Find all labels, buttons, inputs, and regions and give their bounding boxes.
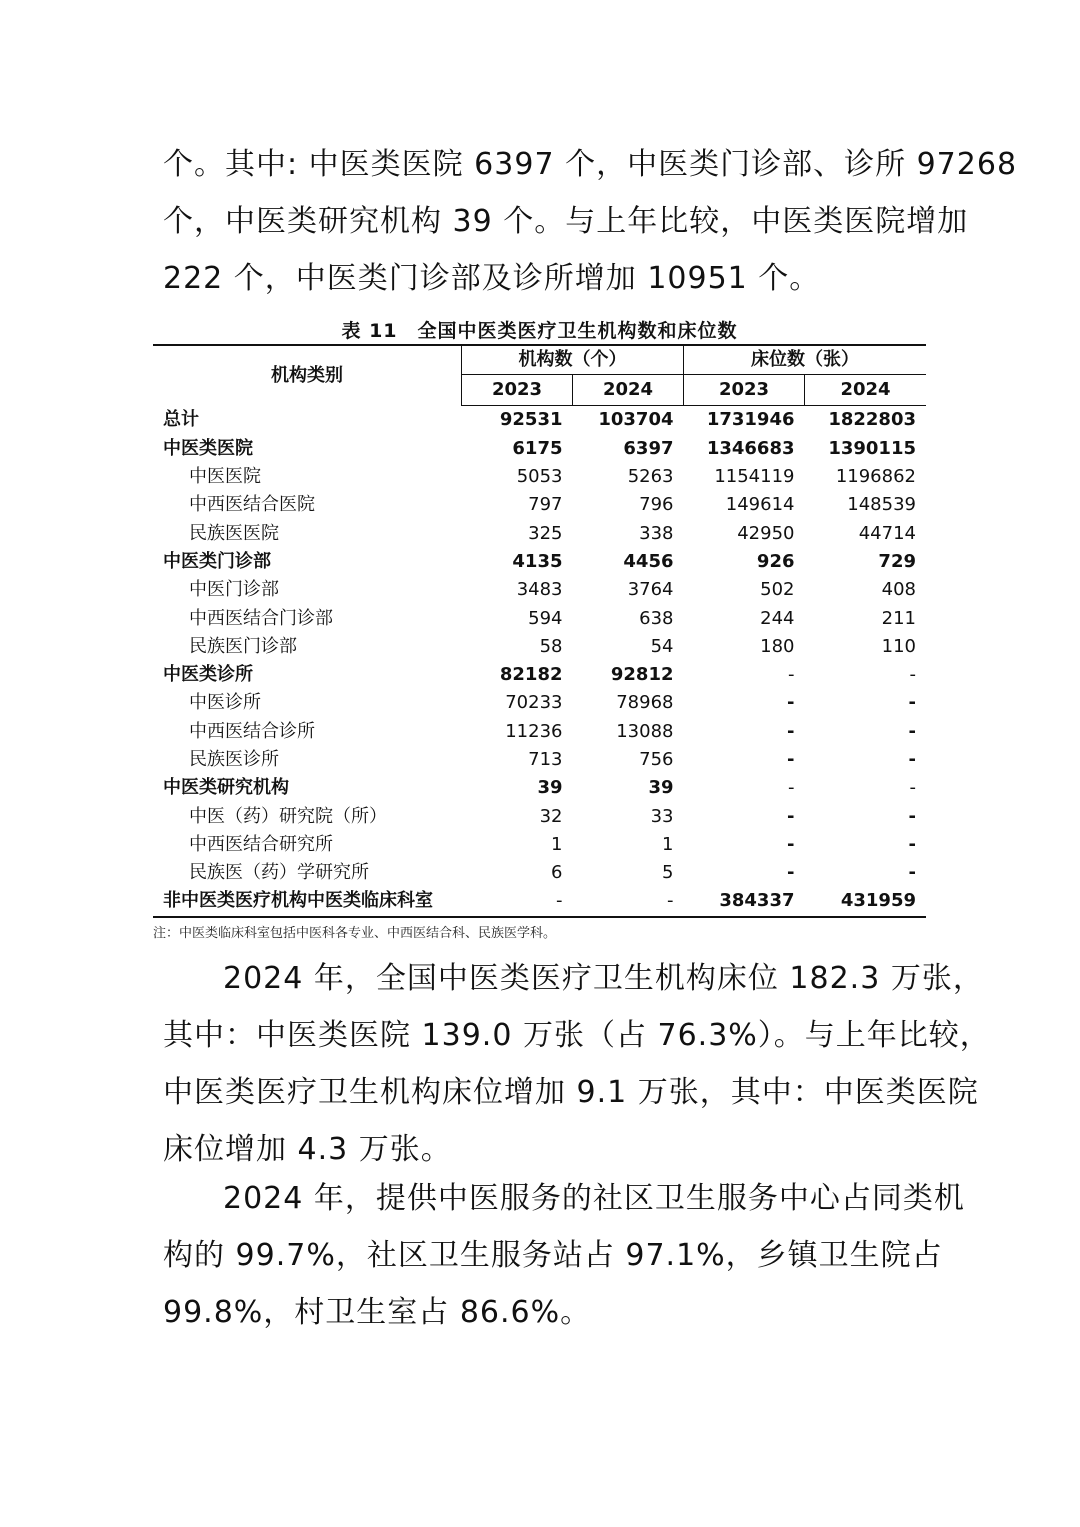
- cell-value: 713: [528, 749, 563, 770]
- cell-value: 1822803: [828, 409, 916, 431]
- cell-value: -: [909, 777, 916, 799]
- row-label: 中西医结合研究所: [189, 833, 333, 855]
- cell-value: 1196862: [835, 466, 916, 488]
- cell-value: -: [462, 887, 573, 916]
- cell-value: 39: [648, 777, 674, 799]
- table-row: [153, 519, 926, 547]
- cell-value: 638: [639, 607, 674, 629]
- row-label: 民族医诊所: [189, 749, 279, 770]
- table-note: 注：中医类临床科室包括中医科各专业、中西医结合科、民族医学科。: [153, 926, 557, 941]
- services-line-2: 构的 99.7%，社区卫生服务站占 97.1%，乡镇卫生院占: [163, 1238, 943, 1273]
- cell-value: 797: [528, 494, 563, 516]
- cell-value: 92531: [499, 409, 563, 431]
- row-label: 民族医（药）学研究所: [189, 862, 369, 884]
- cell-value: 78968: [616, 692, 674, 714]
- cell-value: -: [787, 749, 795, 770]
- cell-value: 408: [881, 579, 916, 601]
- row-label: 民族医门诊部: [189, 635, 297, 657]
- row-label: 中医医院: [189, 466, 261, 488]
- table-row: [153, 661, 926, 689]
- cell-value: -: [573, 887, 684, 916]
- beds-line-4: 床位增加 4.3 万张。: [163, 1132, 452, 1167]
- cell-value: 11236: [505, 720, 563, 742]
- cell-value: 431959: [805, 887, 927, 916]
- intro-line-2: 个，中医类研究机构 39 个。与上年比较，中医类医院增加: [163, 204, 969, 239]
- column-group-beds: 床位数（张）: [684, 345, 927, 375]
- row-label: 中医类研究机构: [163, 777, 289, 799]
- cell-value: 1: [551, 833, 563, 855]
- beds-paragraph: [163, 950, 991, 1178]
- cell-value: 180: [760, 635, 795, 657]
- cell-value: 58: [539, 635, 563, 657]
- row-label: 中医诊所: [189, 692, 261, 714]
- cell-value: 1731946: [706, 409, 795, 431]
- table-row: [153, 548, 926, 576]
- institutions-beds-table: [153, 344, 926, 918]
- cell-value: 82182: [499, 664, 563, 686]
- cell-value: 39: [537, 777, 563, 799]
- intro-line-1: 个。其中: 中医类医院 6397 个，中医类门诊部、诊所 97268: [163, 147, 1018, 182]
- cell-value: 729: [878, 550, 916, 572]
- cell-value: 149614: [725, 494, 795, 516]
- cell-value: 6: [551, 862, 563, 884]
- cell-value: 211: [881, 607, 916, 629]
- cell-value: 926: [756, 550, 795, 572]
- cell-value: -: [787, 692, 795, 714]
- cell-value: 148539: [847, 494, 916, 516]
- cell-value: 384337: [684, 887, 805, 916]
- intro-line-3: 222 个，中医类门诊部及诊所增加 10951 个。: [163, 261, 821, 296]
- cell-value: -: [908, 720, 916, 742]
- cell-value: 44714: [858, 522, 916, 544]
- cell-value: -: [787, 805, 795, 827]
- table-row: [153, 859, 926, 887]
- column-header-year: 2024: [573, 375, 684, 406]
- row-label: 民族医医院: [189, 522, 279, 544]
- cell-value: 110: [881, 635, 916, 657]
- cell-value: -: [908, 692, 916, 714]
- cell-value: 4135: [512, 550, 563, 572]
- services-paragraph: [163, 1170, 965, 1341]
- row-label: 非中医类医疗机构中医类临床科室: [153, 887, 462, 916]
- cell-value: -: [908, 749, 916, 770]
- intro-paragraph: [163, 136, 1018, 307]
- table-row: [153, 802, 926, 830]
- cell-value: 244: [760, 607, 795, 629]
- cell-value: 756: [639, 749, 674, 770]
- cell-value: 6397: [623, 437, 674, 459]
- column-header-category: 机构类别: [153, 345, 462, 406]
- table-title: 表 11 全国中医类医疗卫生机构数和床位数: [341, 320, 738, 342]
- table-row: [153, 887, 926, 916]
- cell-value: 1390115: [828, 437, 916, 459]
- cell-value: -: [787, 833, 795, 855]
- table-row: [153, 831, 926, 859]
- cell-value: 42950: [737, 522, 795, 544]
- table-row: [153, 463, 926, 491]
- table-row: [153, 491, 926, 519]
- services-line-1: 2024 年，提供中医服务的社区卫生服务中心占同类机: [223, 1181, 965, 1216]
- cell-value: 3483: [516, 579, 563, 601]
- column-header-year: 2023: [684, 375, 805, 406]
- column-header-year: 2024: [805, 375, 927, 406]
- cell-value: 1154119: [714, 466, 795, 488]
- cell-value: 796: [639, 494, 674, 516]
- table-row: [153, 435, 926, 463]
- cell-value: 103704: [598, 409, 674, 431]
- table-row: [153, 576, 926, 604]
- cell-value: -: [908, 805, 916, 827]
- row-label: 总计: [163, 409, 199, 431]
- cell-value: 594: [528, 607, 563, 629]
- beds-line-2: 其中：中医类医院 139.0 万张（占 76.3%）。与上年比较，: [163, 1018, 991, 1053]
- cell-value: 5: [662, 862, 674, 884]
- table-row: [153, 604, 926, 632]
- cell-value: 325: [528, 522, 563, 544]
- row-label: 中西医结合门诊部: [189, 607, 333, 629]
- row-label: 中医门诊部: [189, 579, 279, 601]
- column-group-institutions: 机构数（个）: [462, 345, 684, 375]
- table-row: [153, 689, 926, 717]
- cell-value: -: [788, 777, 795, 799]
- cell-value: 54: [650, 635, 674, 657]
- cell-value: 1: [662, 833, 674, 855]
- row-label: 中西医结合诊所: [189, 720, 315, 742]
- cell-value: 13088: [616, 720, 674, 742]
- cell-value: -: [909, 664, 916, 686]
- column-header-year: 2023: [462, 375, 573, 406]
- cell-value: 502: [760, 579, 795, 601]
- row-label: 中医类医院: [163, 437, 253, 459]
- cell-value: 70233: [505, 692, 563, 714]
- table-row: [153, 774, 926, 802]
- cell-value: -: [908, 862, 916, 884]
- cell-value: -: [787, 720, 795, 742]
- cell-value: 4456: [623, 550, 674, 572]
- beds-line-3: 中医类医疗卫生机构床位增加 9.1 万张，其中：中医类医院: [163, 1075, 979, 1110]
- cell-value: -: [788, 664, 795, 686]
- cell-value: 1346683: [706, 437, 795, 459]
- row-label: 中医（药）研究院（所）: [189, 805, 387, 827]
- table-row: [153, 406, 926, 435]
- cell-value: 3764: [627, 579, 674, 601]
- services-line-3: 99.8%，村卫生室占 86.6%。: [163, 1295, 592, 1330]
- table-row: [153, 633, 926, 661]
- cell-value: 338: [639, 522, 674, 544]
- cell-value: -: [787, 862, 795, 884]
- row-label: 中医类诊所: [163, 664, 253, 686]
- table-row: [153, 746, 926, 774]
- cell-value: -: [908, 833, 916, 855]
- cell-value: 92812: [610, 664, 674, 686]
- table-row: [153, 718, 926, 746]
- row-label: 中西医结合医院: [189, 494, 315, 516]
- beds-line-1: 2024 年，全国中医类医疗卫生机构床位 182.3 万张，: [223, 961, 984, 996]
- cell-value: 5263: [627, 466, 674, 488]
- cell-value: 5053: [516, 466, 563, 488]
- cell-value: 33: [650, 805, 674, 827]
- cell-value: 6175: [512, 437, 563, 459]
- row-label: 中医类门诊部: [163, 550, 271, 572]
- cell-value: 32: [539, 805, 563, 827]
